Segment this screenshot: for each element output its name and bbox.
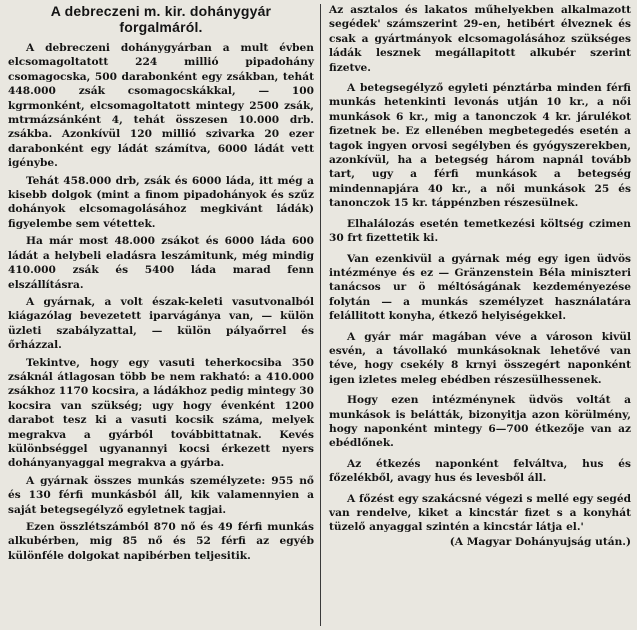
article-title: A debreczeni m. kir. dohánygyár forgalmáról. xyxy=(50,3,272,35)
paragraph: Az étkezés naponként felváltva, hus és főzelékből, avagy hus és levesből áll. xyxy=(329,457,631,485)
paragraph: Tekintve, hogy egy vasuti teherkocsiba 350 zsáknál átlagosan több be nem rakható: a 410.000 zsákhoz 1170 kocsira, a ládákhoz pedig mintegy 30 kocsira van szükség; ugy hogy évenként 1200 darabot tesz ki a vasuti kocsik száma, melyek megrakva a gyárból továbbittatnak. Kevés különbséggel ugyanannyi kocsi érkezett nyers dohányanyaggal megrakva a gyárba. xyxy=(8,356,314,470)
paragraph: Elhalálozás esetén temetkezési költség czimen 30 frt fizettetik ki. xyxy=(329,217,631,245)
last-paragraph xyxy=(329,492,631,548)
paragraph: Van ezenkivül a gyárnak még egy igen üdvös intézménye és ez — Gränzenstein Béla miniszteri tanácsos ur ö méltóságának kezdeményezése folytán — a munkás személyzet használatára felállitott konyha, étkező helyiségekkel. xyxy=(329,252,631,323)
paragraph: A gyárnak, a volt észak-keleti vasutvonalból kiágazólag bevezetett iparvágánya van, — külön üzleti szabályzattal, — külön pályaőrrel és őrházzal. xyxy=(8,295,314,352)
left-column xyxy=(8,3,314,563)
paragraph: Tehát 458.000 drb, zsák és 6000 láda, itt még a kisebb dolgok (mint a finom pipadohányok és szűz dohányok elcsomagolásához megkivánt ládák) figyelembe sem vétettek. xyxy=(8,174,314,230)
paragraph: A debreczeni dohánygyárban a mult évben elcsomagoltatott 224 millió pipadohány csomagocska, 500 darabonként egy zsákban, tehát 448.000 zsák csomagocskákkal, — 100 kgrmonként, elcsomagoltatott mintegy 2500 zsák, mtrmázsánként 4, tehát összesen 10.000 drb. zsákba. Azonkívül 120 millió szivarka 20 ezer darabonként egy ládát számítva, 6000 ládát vett igénybe. xyxy=(8,42,314,170)
paragraph: A betegsegélyző egyleti pénztárba minden férfi munkás hetenkinti levonás utján 10 kr., a női munkások 6 kr., mig a tanonczok 4 kr. járulékot fizetnek be. Ez ellenében megbetegedés esetén a tagok ingyen orvosi segélyben és gyógyszerekben, azonkívül, ha a betegség három napnál tovább tart, ugy a férfi munkások a betegség mindennapjára 40 kr., a női munkások 25 és tanonczok 15 kr. táppénzben részesülnek. xyxy=(329,82,631,210)
column-divider xyxy=(320,4,321,626)
paragraph: Ha már most 48.000 zsákot és 6000 láda 600 ládát a helybeli eladásra leszámitunk, még mindig 410.000 zsák és 5400 láda marad fenn elszállításra. xyxy=(8,235,314,291)
paragraph: A gyár már magában véve a városon kivül esvén, a távollakó munkásoknak lehetővé van téve, hogy csekély 8 krnyi összegért naponként igen izletes meleg ebédben részesülhessenek. xyxy=(329,330,631,386)
paragraph: Hogy ezen intézménynek üdvös voltát a munkások is belátták, bizonyitja azon körülmény, hogy naponként mintegy 6—700 étkezője van az ebédlőnek. xyxy=(329,394,631,450)
article-source: (A Magyar Dohányujság után.) xyxy=(449,535,631,548)
paragraph: Az asztalos és lakatos műhelyekben alkalmazott segédek' számszerint 29-en, hetibért élveznek és csak a gyártmányok elcsomagolásához szükséges ládák lesznek megállapitott alkubér szerint fizetve. xyxy=(329,4,631,74)
last-paragraph-text: A főzést egy szakácsné végezi s mellé egy segéd van rendelve, kiket a kincstár fizet s a konyhát tüzelő anyaggal szintén a kincstár látja el.' xyxy=(329,492,631,534)
paragraph: Ezen összlétszámból 870 nő és 49 férfi munkás alkubérben, mig 85 nő és 52 férfi az egyéb különféle dolgokat napibérben teljesitik. xyxy=(8,521,314,562)
paragraph: A gyárnak összes munkás személyzete: 955 nő és 130 férfi munkásból áll, kik valamennyien a saját betegsegélyző egyletnek tagjai. xyxy=(8,474,314,516)
right-column xyxy=(329,3,631,549)
